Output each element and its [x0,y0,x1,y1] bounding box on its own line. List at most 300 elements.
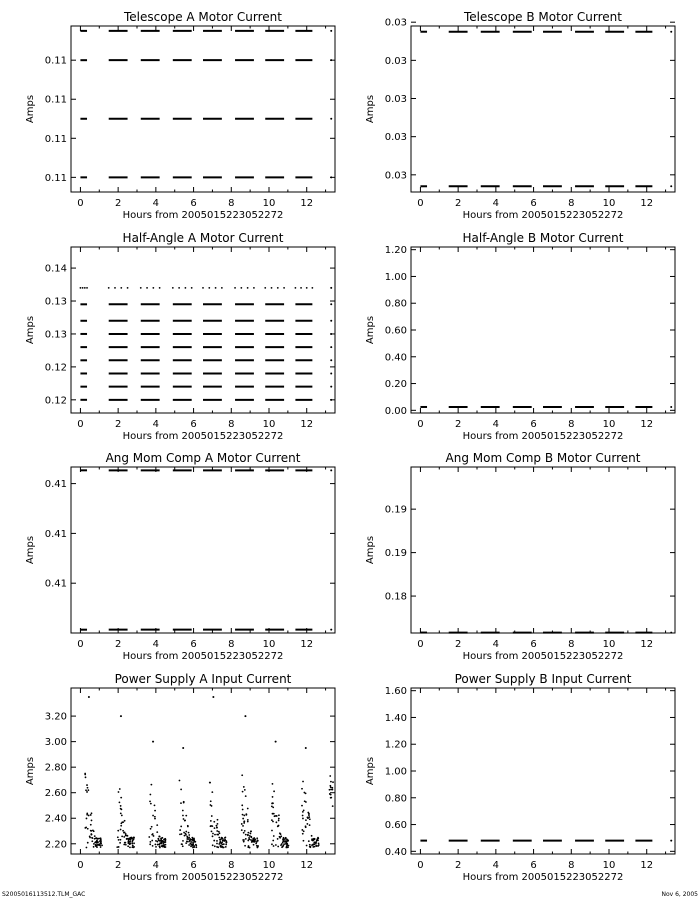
data-point [330,118,332,120]
data-point [182,810,184,812]
data-point [280,835,282,837]
data-point [264,287,266,289]
data-point [278,818,280,820]
y-axis-label: Amps [25,756,36,786]
data-point [243,786,245,788]
data-point [311,839,313,841]
data-point [277,846,279,848]
data-point [309,818,311,820]
data-point [211,815,213,817]
data-point [244,830,246,832]
data-point [118,791,120,793]
data-point [243,815,245,817]
data-point [187,838,189,840]
data-point [247,834,249,836]
data-point [181,843,183,845]
data-point [253,844,255,846]
data-point [100,843,102,845]
data-point [256,837,258,839]
x-tick-label: 12 [300,639,314,650]
data-point [330,320,332,322]
data-point [332,805,334,807]
y-tick-label: 0.03 [384,55,407,67]
y-tick-label: 0.14 [44,263,67,275]
data-point-outlier [212,696,214,698]
x-tick-label: 2 [454,419,462,430]
x-tick-label: 4 [492,419,500,430]
data-point [257,845,259,847]
y-tick-label: 0.11 [44,55,67,67]
y-tick-label: 0.41 [44,528,67,540]
data-point [329,775,331,777]
data-point [272,840,274,842]
data-point [302,833,304,835]
data-point [301,805,303,807]
data-point [218,837,220,839]
data-point [157,844,159,846]
chart-title: Telescope A Motor Current [124,10,282,24]
data-point [154,844,156,846]
data-point [309,844,311,846]
x-tick-label: 8 [568,419,575,430]
data-point [188,844,190,846]
x-axis-label: Hours from 2005015223052272 [462,872,624,883]
data-point [216,843,218,845]
data-point-outlier [182,747,184,749]
data-point [244,845,246,847]
y-tick-label: 2.40 [44,813,67,825]
data-point [272,821,274,823]
data-point [219,832,221,834]
data-point [241,823,243,825]
data-point [191,841,193,843]
data-point [221,287,223,289]
data-point [149,841,151,843]
data-point [120,287,122,289]
data-point-outlier [244,715,246,717]
data-point [287,846,289,848]
data-point [123,844,125,846]
y-tick-label: 0.40 [384,352,407,364]
data-point [224,840,226,842]
data-point [330,303,332,305]
data-point [332,781,334,783]
data-point [90,830,92,832]
data-point [127,845,129,847]
data-point [295,287,297,289]
data-point [216,825,218,827]
data-point [121,815,123,817]
data-point [96,844,98,846]
data-point [87,787,89,789]
x-tick-label: 8 [568,860,575,871]
data-point [108,287,110,289]
data-point [247,819,249,821]
plot-frame [411,26,675,192]
data-point [124,842,126,844]
data-point [180,789,182,791]
data-point [303,830,305,832]
data-point [330,359,332,361]
x-axis-label: Hours from 2005015223052272 [122,872,284,883]
data-point [150,828,152,830]
plot-frame [411,688,675,854]
data-point [159,836,161,838]
data-point [92,829,94,831]
data-point [242,839,244,841]
data-point [120,839,122,841]
data-point [150,803,152,805]
data-point [99,837,101,839]
y-tick-label: 3.20 [44,711,67,723]
data-point [275,821,277,823]
data-point [151,834,153,836]
data-point [330,781,332,783]
x-tick-label: 12 [640,198,654,209]
data-point [217,819,219,821]
data-point [302,818,304,820]
y-tick-label: 0.03 [384,132,407,144]
data-point [255,843,257,845]
data-point [330,789,332,791]
data-point [211,825,213,827]
data-point [302,781,304,783]
data-point [154,804,156,806]
data-point [211,830,213,832]
data-point [152,845,154,847]
data-point [283,843,285,845]
data-point [165,844,167,846]
data-point [305,792,307,794]
data-point [240,287,242,289]
data-point [318,844,320,846]
data-point [91,820,93,822]
data-point [330,176,332,178]
data-point [119,801,121,803]
data-point [670,840,672,842]
data-point [312,846,314,848]
chart-panel-8 [365,672,675,883]
y-tick-label: 0.13 [44,296,67,308]
chart-panel-7 [25,672,335,883]
data-point [329,793,331,795]
y-tick-label: 2.80 [44,762,67,774]
y-tick-label: 1.20 [384,245,407,257]
data-point [272,783,274,785]
data-point [129,838,131,840]
data-point [120,797,122,799]
data-point [247,287,249,289]
data-point [156,831,158,833]
data-point [116,846,118,848]
y-tick-label: 0.19 [384,548,407,560]
data-point [154,816,156,818]
data-point [185,831,187,833]
data-point [164,842,166,844]
data-point [192,845,194,847]
data-point [84,827,86,829]
data-point [86,847,88,849]
data-point [117,836,119,838]
data-point [317,839,319,841]
y-tick-label: 0.41 [44,578,67,590]
data-point [97,842,99,844]
data-point-outlier [275,741,277,743]
data-point [211,805,213,807]
chart-title: Ang Mom Comp A Motor Current [105,451,301,465]
data-point [330,59,332,61]
data-point [277,838,279,840]
data-point [242,825,244,827]
data-point [224,837,226,839]
data-point [89,835,91,837]
data-point [330,287,332,289]
x-tick-label: 12 [640,419,654,430]
data-point [183,801,185,803]
x-tick-label: 2 [114,419,122,430]
data-point [149,794,151,796]
data-point [210,820,212,822]
x-tick-label: 8 [228,639,235,650]
data-point [180,826,182,828]
data-point [210,825,212,827]
data-point [96,839,98,841]
data-point [277,287,279,289]
data-point [217,834,219,836]
x-tick-label: 12 [300,198,314,209]
data-point [123,836,125,838]
x-tick-label: 2 [114,198,122,209]
x-tick-label: 6 [530,860,537,871]
data-point [87,828,89,830]
data-point [306,287,308,289]
data-point [156,824,158,826]
chart-title: Half-Angle A Motor Current [122,231,284,245]
data-point [121,835,123,837]
data-point [182,845,184,847]
y-axis-label: Amps [365,756,376,786]
data-point-outlier [152,741,154,743]
data-point [120,805,122,807]
data-point [243,821,245,823]
data-point [185,842,187,844]
data-point [159,842,161,844]
data-point [273,835,275,837]
data-point [117,830,119,832]
data-point [242,814,244,816]
data-point [331,787,333,789]
plot-frame [411,467,675,633]
y-tick-label: 0.18 [384,591,407,603]
data-point [243,832,245,834]
data-point [220,838,222,840]
x-tick-label: 0 [77,419,84,430]
data-point-outlier [88,696,90,698]
data-point [126,835,128,837]
data-point [211,791,213,793]
data-point [179,833,181,835]
chart-title: Telescope B Motor Current [463,10,623,24]
x-tick-label: 10 [262,198,276,209]
data-point [241,804,243,806]
data-point [91,812,93,814]
data-point [120,829,122,831]
data-point [271,287,273,289]
data-point [148,836,150,838]
chart-panel-3 [25,231,335,442]
data-point [308,840,310,842]
data-point [153,835,155,837]
data-point [278,825,280,827]
x-tick-label: 0 [417,419,424,430]
data-point [124,832,126,834]
y-tick-label: 0.11 [44,94,67,106]
x-tick-label: 4 [492,860,500,871]
y-axis-label: Amps [25,535,36,565]
y-axis-label: Amps [365,535,376,565]
data-point [318,843,320,845]
data-point [94,835,96,837]
data-point [86,791,88,793]
data-point [188,834,190,836]
x-tick-label: 8 [568,639,575,650]
data-point [149,801,151,803]
data-point [158,845,160,847]
data-point [330,346,332,348]
x-axis-label: Hours from 2005015223052272 [462,210,624,221]
data-point [223,847,225,849]
data-point [131,837,133,839]
data-point [158,839,160,841]
data-point [330,629,332,631]
data-point [316,845,318,847]
y-tick-label: 0.80 [384,298,407,310]
x-tick-label: 2 [454,639,462,650]
data-point [303,809,305,811]
data-point [214,834,216,836]
y-tick-label: 0.13 [44,329,67,341]
data-point [307,812,309,814]
data-point [278,820,280,822]
y-axis-label: Amps [365,315,376,345]
data-point [670,31,672,33]
data-point [151,826,153,828]
y-tick-label: 0.11 [44,172,67,184]
y-tick-label: 0.60 [384,820,407,832]
data-point [165,846,167,848]
x-tick-label: 12 [300,419,314,430]
y-tick-label: 0.60 [384,325,407,337]
data-point [80,287,82,289]
data-point [330,386,332,388]
data-point [154,818,156,820]
data-point [191,843,193,845]
y-tick-label: 0.03 [384,17,407,29]
y-tick-label: 0.00 [384,405,407,417]
data-point [90,824,92,826]
x-tick-label: 10 [262,419,276,430]
data-point [118,839,120,841]
x-tick-label: 0 [417,198,424,209]
data-point [306,845,308,847]
data-point [95,837,97,839]
data-point [189,839,191,841]
data-point [186,840,188,842]
data-point [247,821,249,823]
data-point [301,829,303,831]
data-point [311,287,313,289]
data-point [157,838,159,840]
x-tick-label: 6 [530,639,537,650]
data-point [302,815,304,817]
y-tick-label: 0.03 [384,94,407,106]
data-point [307,816,309,818]
data-point [86,818,88,820]
chart-title: Half-Angle B Motor Current [462,231,624,245]
data-point [283,287,285,289]
data-point [87,842,89,844]
data-point [216,830,218,832]
data-point [195,844,197,846]
data-point [247,808,249,810]
data-point [146,287,148,289]
data-point [216,840,218,842]
data-point [188,832,190,834]
data-point [279,836,281,838]
data-point [220,846,222,848]
x-tick-label: 4 [152,860,160,871]
data-point [98,838,100,840]
data-point [152,815,154,817]
x-tick-label: 8 [228,419,235,430]
data-point [305,826,307,828]
data-point [127,287,129,289]
x-tick-label: 2 [454,198,462,209]
data-point [248,845,250,847]
x-tick-label: 6 [530,198,537,209]
data-point [120,822,122,824]
x-tick-label: 10 [602,198,616,209]
x-tick-label: 6 [190,419,197,430]
data-point [131,843,133,845]
data-point [305,819,307,821]
x-tick-label: 10 [602,639,616,650]
data-point [133,842,135,844]
data-point [162,845,164,847]
data-point [87,789,89,791]
data-point [212,833,214,835]
data-point [272,796,274,798]
data-point [244,789,246,791]
data-point [91,837,93,839]
data-point [285,837,287,839]
x-axis-label: Hours from 2005015223052272 [122,210,284,221]
data-point [282,840,284,842]
data-point [185,815,187,817]
data-point [181,833,183,835]
x-tick-label: 10 [262,639,276,650]
data-point [202,287,204,289]
data-point [243,841,245,843]
data-point [253,287,255,289]
y-tick-label: 0.20 [384,379,407,391]
data-point [254,838,256,840]
chart-panel-2 [365,10,675,221]
data-point [188,837,190,839]
data-point [119,842,121,844]
x-tick-label: 6 [190,639,197,650]
plot-frame [71,467,335,633]
